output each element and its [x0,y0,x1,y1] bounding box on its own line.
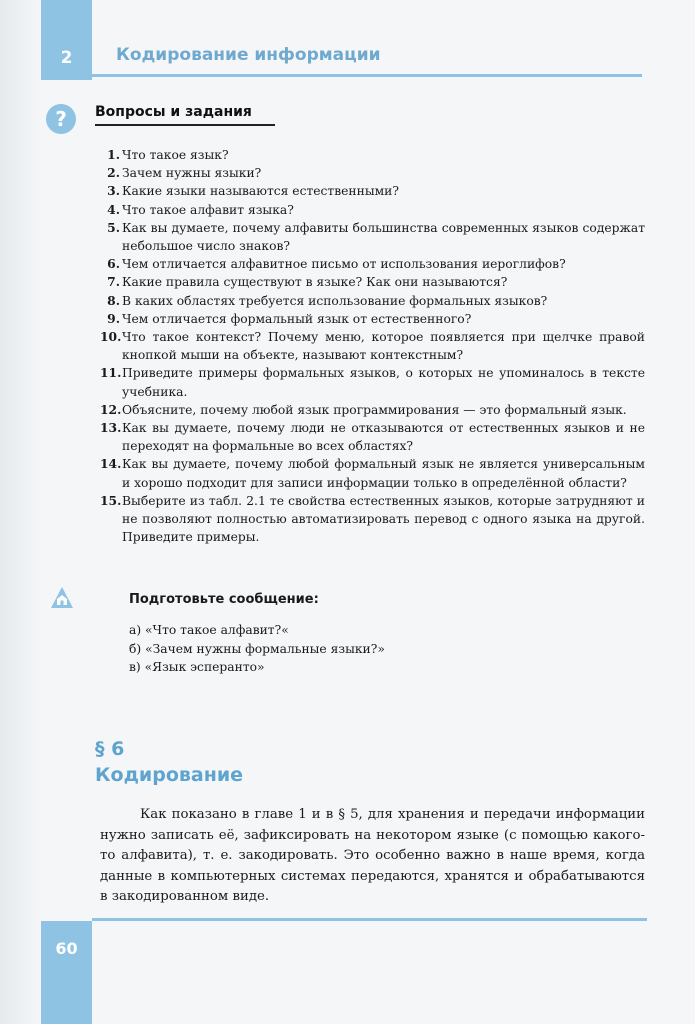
report-heading: Подготовьте сообщение: [129,592,319,607]
question-text: Чем отличается формальный язык от естественного? [122,311,472,326]
section-paragraph: Как показано в главе 1 и в § 5, для хранения и передачи информации нужно записать её, зафиксировать на некотором языке (с помощью какого-то алфавита), т. е. закодировать. Это особенно важно в наше время, когда данные в компьютерных системах передаются, хранятся и обрабатываются в закодированном виде. [100,807,645,904]
question-item [100,273,645,291]
question-number: 6. [107,256,120,272]
question-item [100,492,645,547]
question-number: 2. [107,165,120,181]
question-text: Объясните, почему любой язык программирования — это формальный язык. [122,402,627,417]
question-text: Как вы думаете, почему алфавиты большинства современных языков содержат небольшое число знаков? [122,220,645,254]
question-item [100,328,645,364]
questions-list [100,146,645,546]
question-number: 14. [100,456,122,472]
question-number: 4. [107,201,120,217]
question-number: 8. [107,292,120,308]
question-number: 9. [107,310,120,326]
question-text: В каких областях требуется использование формальных языков? [122,293,548,308]
question-number: 13. [100,420,122,436]
question-item [100,182,645,200]
question-text: Как вы думаете, почему люди не отказываются от естественных языков и не переходят на формальные во всех областях? [122,421,645,454]
question-item [100,164,645,182]
page-number: 60 [55,939,78,958]
chapter-number-tab [41,0,92,80]
chapter-title: Кодирование информации [116,45,381,65]
question-text: Чем отличается алфавитное письмо от использования иероглифов? [122,257,566,272]
page-binding-edge [0,0,40,1024]
report-topics-list [129,621,385,677]
report-topic: в) «Язык эсперанто» [129,660,265,674]
question-item [100,455,645,491]
question-number: 15. [100,492,122,508]
question-item [100,401,645,419]
question-text: Приведите примеры формальных языков, о которых не упоминалось в тексте учебника. [122,366,645,399]
question-number: 7. [107,274,120,290]
question-item [100,146,645,164]
house-icon [50,586,74,610]
question-number: 10. [100,329,122,345]
question-number: 11. [100,365,122,381]
question-item [100,419,645,455]
question-item [100,201,645,219]
question-item [100,364,645,400]
question-item [100,219,645,255]
section-title: Кодирование [95,764,244,786]
question-number: 3. [107,183,120,199]
question-text: Зачем нужны языки? [122,166,262,181]
question-number: 5. [107,219,120,235]
question-item [100,255,645,273]
question-text: Как вы думаете, почему любой формальный язык не является универсальным и хорошо подходит для записи информации только в определённой области? [122,457,645,490]
page-number-tab [41,921,92,1024]
question-text: Выберите из табл. 2.1 те свойства естественных языков, которые затрудняют и не позволяют полностью автоматизировать перевод с одного языка на другой. Приведите примеры. [122,493,645,545]
question-item [100,310,645,328]
question-text: Какие правила существуют в языке? Как они называются? [122,275,508,290]
question-icon: ? [46,104,76,134]
questions-heading-underline [95,124,275,126]
chapter-number: 2 [60,48,73,68]
question-item [100,292,645,310]
questions-heading: Вопросы и задания [95,104,252,120]
question-number: 12. [100,401,122,417]
footer-divider [92,918,647,921]
question-text: Что такое контекст? Почему меню, которое появляется при щелчке правой кнопкой мыши на объекте, называют контекстным? [122,330,645,363]
section-number: § 6 [95,738,125,760]
question-text: Что такое алфавит языка? [122,202,294,217]
report-topic: а) «Что такое алфавит?« [129,623,289,637]
question-text: Какие языки называются естественными? [122,184,399,199]
question-text: Что такое язык? [122,148,229,162]
header-divider [92,74,642,77]
question-number: 1. [107,147,120,162]
report-topic: б) «Зачем нужны формальные языки?» [129,641,385,656]
